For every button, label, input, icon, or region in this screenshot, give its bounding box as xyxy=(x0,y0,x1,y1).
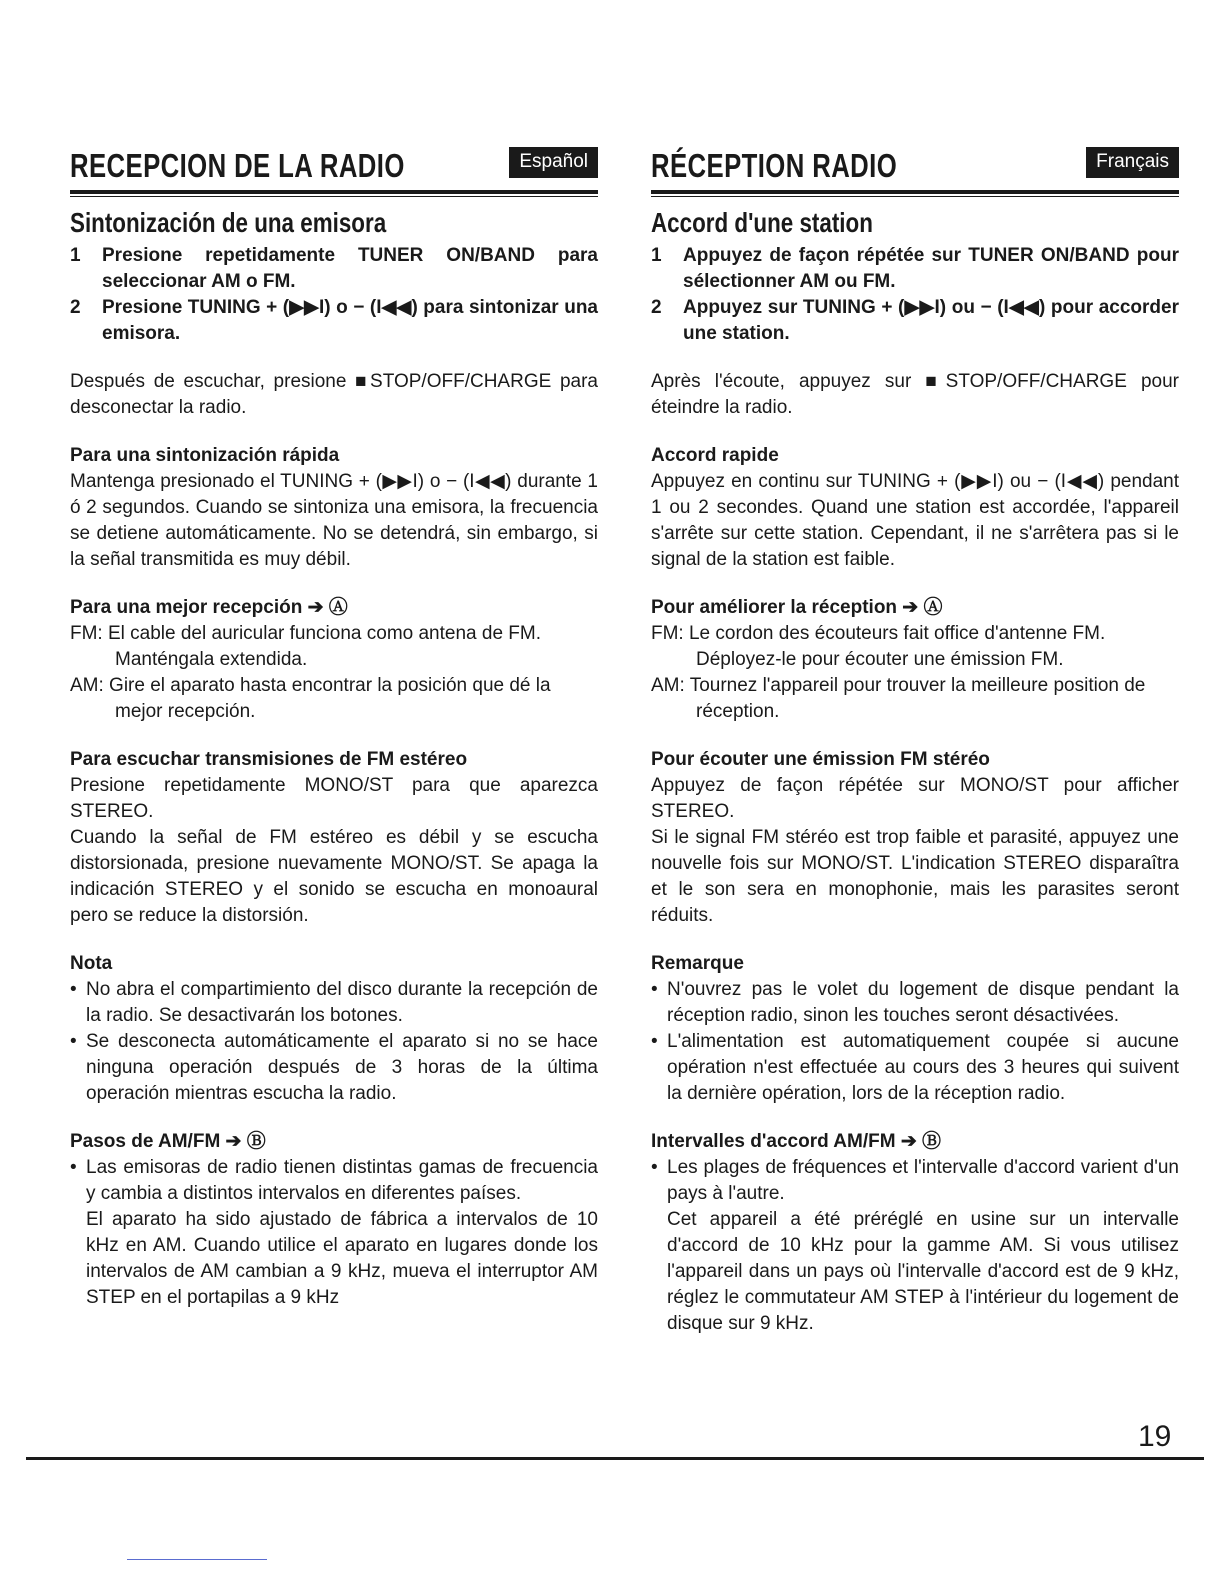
better-reception-fm: FM: Le cordon des écouteurs fait office d'antenne FM. Déployez-le pour écouter une émission FM. xyxy=(651,623,1106,670)
header-rule-thin xyxy=(651,196,1179,197)
note-item: • No abra el compartimiento del disco durante la recepción de la radio. Se desactivarán los botones. xyxy=(70,977,598,1029)
am-fm-step-text: El aparato ha sido ajustado de fábrica a intervalos de 10 kHz en AM. Cuando utilice el aparato en lugares donde los intervalos de AM cambian a 9 kHz, mueva el interruptor AM STEP en el portapilas a 9 kHz xyxy=(86,1209,598,1308)
header-rule xyxy=(70,190,598,194)
am-fm-step-list xyxy=(651,1155,1179,1207)
am-fm-step-list xyxy=(70,1155,598,1207)
am-fm-step-item: • Las emisoras de radio tienen distintas gamas de frecuencia y cambia a distintos intervalos en diferentes países. xyxy=(70,1155,598,1207)
stereo-text-2: Si le signal FM stéréo est trop faible et parasité, appuyez une nouvelle fois sur MONO/ST. L'indication STEREO disparaîtra et le son sera en monophonie, mais les parasites seront réduits. xyxy=(651,827,1179,926)
stereo-text-1: Presione repetidamente MONO/ST para que aparezca STEREO. xyxy=(70,775,598,822)
stereo-text-2: Cuando la señal de FM estéreo es débil y se escucha distorsionada, presione nuevamente MONO/ST. Se apaga la indicación STEREO y el sonido se escucha en monoaural pero se reduce la distorsión. xyxy=(70,827,598,926)
french-column xyxy=(651,138,1179,1337)
subsection-title: Sintonización de una emisora xyxy=(70,207,387,238)
header-rule xyxy=(651,190,1179,194)
quick-tuning-text: Appuyez en continu sur TUNING + (▶▶I) ou − (I◀◀) pendant 1 ou 2 secondes. Quand une station est accordée, l'appareil s'arrête sur cette station. Cependant, il ne s'arrêtera pas si le signal de la station est faible. xyxy=(651,471,1179,570)
quick-tuning-text: Mantenga presionado el TUNING + (▶▶I) o − (I◀◀) durante 1 ó 2 segundos. Cuando se sintoniza una emisora, la frecuencia se detiene automáticamente. No se detendrá, sin embargo, si la señal transmitida es muy débil. xyxy=(70,471,598,570)
step-item: 1 Appuyez de façon répétée sur TUNER ON/BAND pour sélectionner AM ou FM. xyxy=(651,245,1179,292)
note-item: • Se desconecta automáticamente el aparato si no se hace ninguna operación después de 3 horas de la última operación mientras escucha la radio. xyxy=(70,1029,598,1107)
stereo-title: Pour écouter une émission FM stéréo xyxy=(651,749,990,770)
note-title: Remarque xyxy=(651,953,744,974)
after-listening-text: Después de escuchar, presione ■STOP/OFF/CHARGE para desconectar la radio. xyxy=(70,371,598,418)
subsection-title: Accord d'une station xyxy=(651,207,873,238)
header-rule-thin xyxy=(70,196,598,197)
better-reception-fm: FM: El cable del auricular funciona como antena de FM. Manténgala extendida. xyxy=(70,623,542,670)
step-item: 2 Appuyez sur TUNING + (▶▶I) ou − (I◀◀) pour accorder une station. xyxy=(651,297,1179,344)
step-item: 2 Presione TUNING + (▶▶I) o − (I◀◀) para sintonizar una emisora. xyxy=(70,297,598,344)
bottom-divider xyxy=(127,1559,267,1560)
note-title: Nota xyxy=(70,953,113,974)
note-item: • N'ouvrez pas le volet du logement de disque pendant la réception radio, sinon les touches seront désactivées. xyxy=(651,977,1179,1029)
after-listening-text: Après l'écoute, appuyez sur ■STOP/OFF/CHARGE pour éteindre la radio. xyxy=(651,371,1179,418)
am-fm-step-title: Intervalles d'accord AM/FM ➔ Ⓑ xyxy=(651,1131,942,1152)
section-title: RECEPCION DE LA RADIO xyxy=(70,147,405,184)
steps-list xyxy=(70,243,598,347)
stereo-title: Para escuchar transmisiones de FM estéreo xyxy=(70,749,468,770)
spanish-column xyxy=(70,138,598,1311)
section-title: RÉCEPTION RADIO xyxy=(651,147,898,184)
stereo-text-1: Appuyez de façon répétée sur MONO/ST pour afficher STEREO. xyxy=(651,775,1179,822)
section-header xyxy=(70,138,598,182)
am-fm-step-title: Pasos de AM/FM ➔ Ⓑ xyxy=(70,1131,266,1152)
step-item: 1 Presione repetidamente TUNER ON/BAND para seleccionar AM o FM. xyxy=(70,245,598,292)
better-reception-title: Para una mejor recepción ➔ Ⓐ xyxy=(70,597,348,618)
note-list xyxy=(70,977,598,1107)
am-fm-step-text: Cet appareil a été préréglé en usine sur un intervalle d'accord de 10 kHz pour la gamme AM. Si vous utilisez l'appareil dans un pays où l'intervalle d'accord est de 9 kHz, réglez le commutateur AM STEP à l'intérieur du logement de disque sur 9 kHz. xyxy=(667,1209,1179,1334)
section-header xyxy=(651,138,1179,182)
language-badge: Español xyxy=(509,147,598,178)
note-item: • L'alimentation est automatiquement coupée si aucune opération n'est effectuée au cours des 3 heures qui suivent la dernière opération, lors de la réception radio. xyxy=(651,1029,1179,1107)
steps-list xyxy=(651,243,1179,347)
language-badge: Français xyxy=(1086,147,1179,178)
footer-rule xyxy=(26,1457,1204,1460)
quick-tuning-title: Para una sintonización rápida xyxy=(70,445,340,466)
quick-tuning-title: Accord rapide xyxy=(651,445,779,466)
page-number: 19 xyxy=(1138,1420,1172,1453)
note-list xyxy=(651,977,1179,1107)
am-fm-step-item: • Les plages de fréquences et l'intervalle d'accord varient d'un pays à l'autre. xyxy=(651,1155,1179,1207)
better-reception-am: AM: Gire el aparato hasta encontrar la posición que dé la mejor recepción. xyxy=(70,675,551,722)
better-reception-title: Pour améliorer la réception ➔ Ⓐ xyxy=(651,597,943,618)
better-reception-am: AM: Tournez l'appareil pour trouver la meilleure position de réception. xyxy=(651,675,1146,722)
